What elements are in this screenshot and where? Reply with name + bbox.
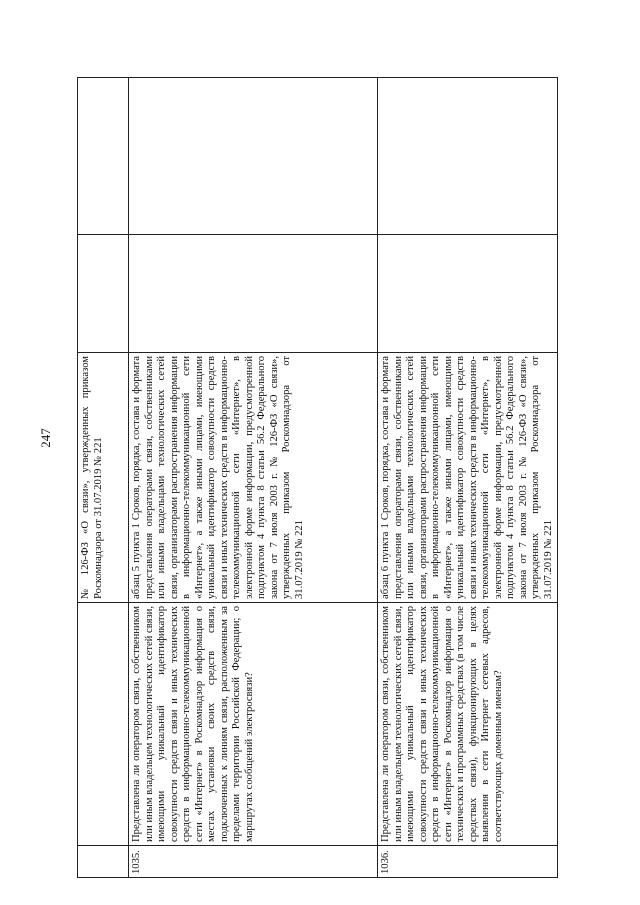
row-question: Представлена ли оператором связи, собственником или иным владельцем технологических сетей связи, имеющими уникальный идентификатор совокупности средств связи и иных технических средств в информационно-телекоммуникационной сети «Интернет» в Роскомнадзор информация о местах установки своих средств связи, подключенных к линиям связи, расположенным за пределами территории Российской Федерации; о маршрутах сообщений электросвязи? (129, 603, 378, 846)
cell-answer-empty (378, 235, 558, 353)
cell-note-empty (378, 78, 558, 235)
cell-law-continuation: № 126-ФЗ «О связи», утвержденных приказом Роскомнадзора от 31.07.2019 № 221 (78, 353, 129, 603)
checklist-sheet (77, 78, 554, 878)
table-row (378, 78, 558, 878)
table-row (129, 78, 378, 878)
row-question: Представлена ли оператором связи, собственником или иным владельцем технологических сетей связи, имеющими уникальный идентификатор совокупности средств связи и иных технических средств в информационно-телекоммуникационной сети «Интернет» в Роскомнадзор информация о технических и программных средствах (в том числе средствах связи), функционирующих в целях выявления в сети Интернет сетевых адресов, соответствующих доменным именам? (378, 603, 558, 846)
cell-note-empty (78, 78, 129, 235)
checklist-table (77, 77, 558, 878)
table-row-continuation (78, 78, 129, 878)
cell-question-empty (78, 603, 129, 846)
row-law-reference: абзац 5 пункта 1 Сроков, порядка, состава и формата представления операторами связи, собственниками или иными владельцами технологических сетей связи, организаторами распространения информации в информационно-телекоммуникационной сети «Интернет», а также иными лицами, имеющими уникальный идентификатор совокупности средств связи и иных технических средств в информационно-телекоммуникационной сети «Интернет», в электронной форме информации, предусмотренной подпунктом 4 пункта 8 статьи 56.2 Федерального закона от 7 июля 2003 г. № 126-ФЗ «О связи», утвержденных приказом Роскомнадзора от 31.07.2019 № 221 (129, 353, 378, 603)
page-number: 247 (38, 428, 53, 448)
row-law-reference: абзац 6 пункта 1 Сроков, порядка, состава и формата представления операторами связи, собственниками или иными владельцами технологических сетей связи, организаторами распространения информации в информационно-телекоммуникационной сети «Интернет», а также иными лицами, имеющими уникальный идентификатор совокупности средств связи и иных технических средств в информационно-телекоммуникационной сети «Интернет», в электронной форме информации, предусмотренной подпунктом 4 пункта 8 статьи 56.2 Федерального закона от 7 июля 2003 г. № 126-ФЗ «О связи», утвержденных приказом Роскомнадзора от 31.07.2019 № 221 (378, 353, 558, 603)
cell-note-empty (129, 78, 378, 235)
cell-number-empty (78, 846, 129, 878)
cell-answer-empty (129, 235, 378, 353)
row-number: 1035. (129, 846, 378, 878)
row-number: 1036. (378, 846, 558, 878)
cell-answer-empty (78, 235, 129, 353)
